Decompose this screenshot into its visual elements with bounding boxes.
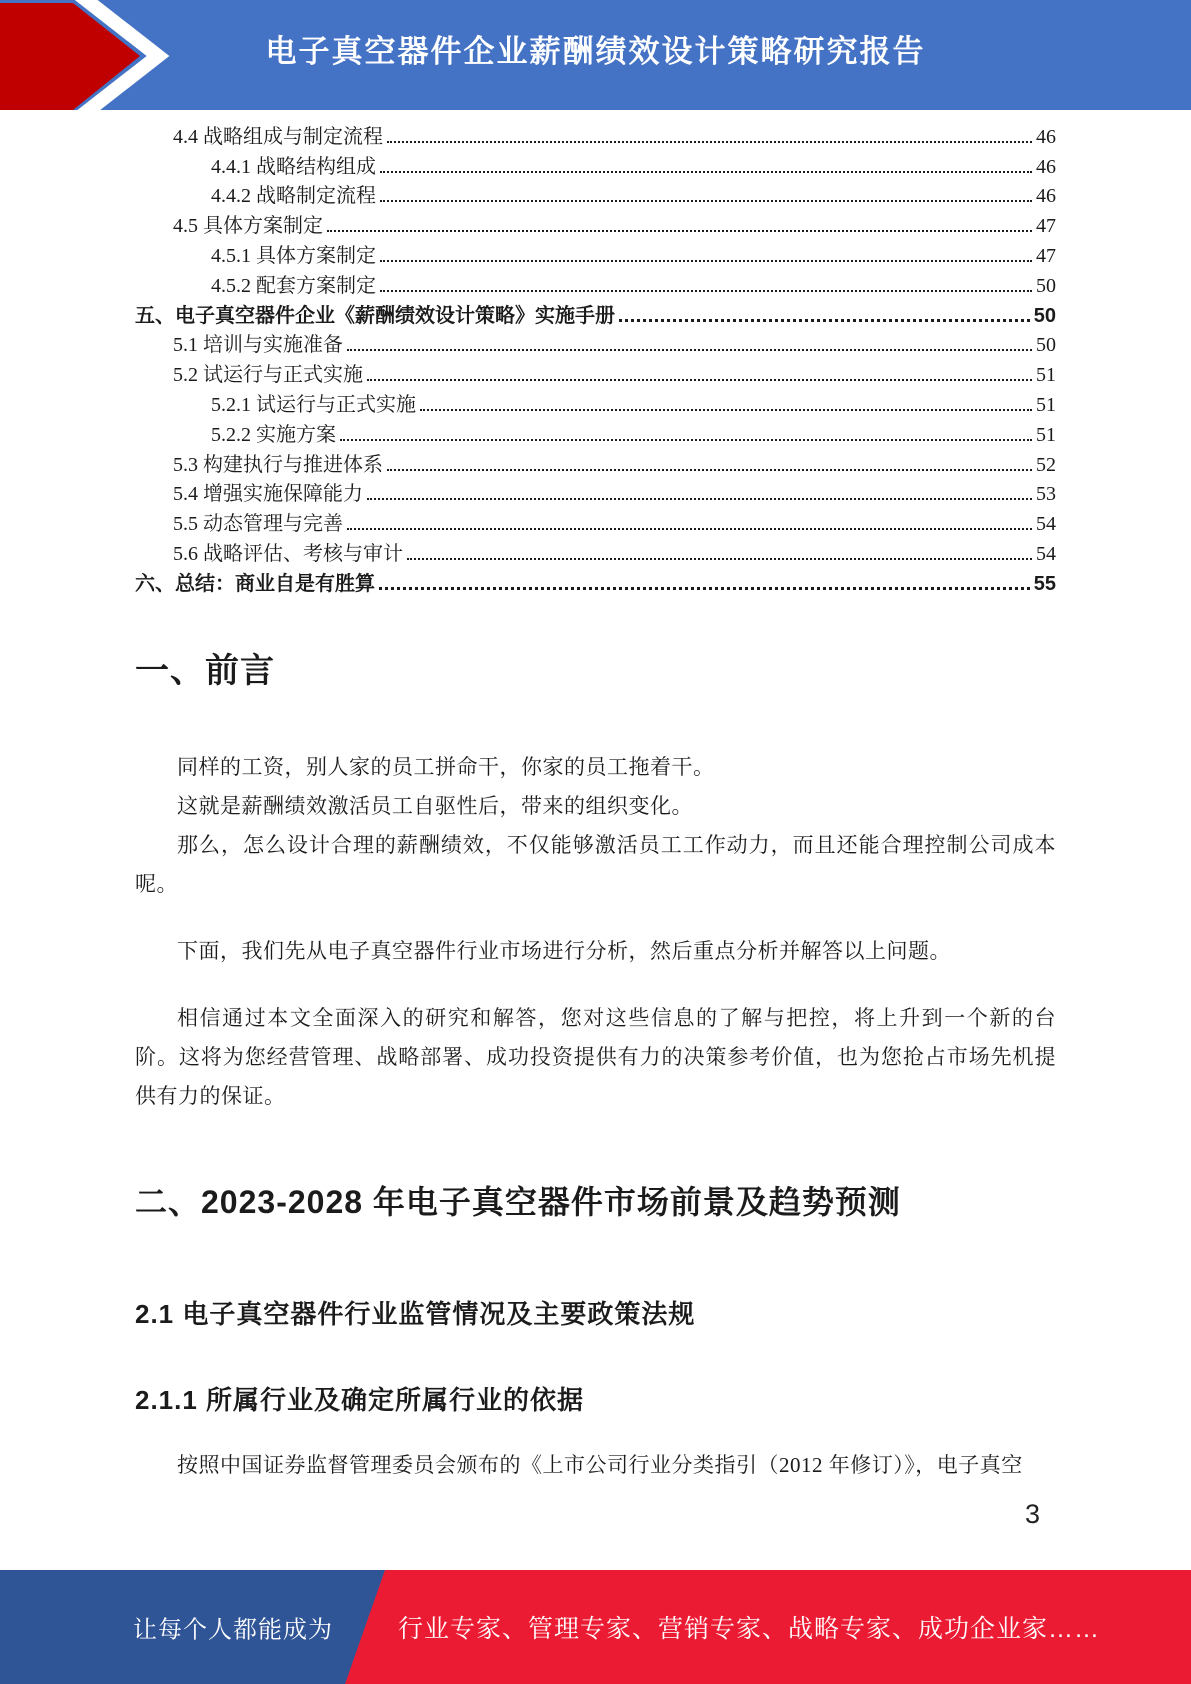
red-arrow-icon [0, 0, 175, 110]
dotted-leader [380, 200, 1032, 202]
dotted-leader [380, 260, 1032, 262]
dotted-leader [619, 319, 1030, 322]
footer [0, 1570, 1191, 1684]
toc-entry-label: 5.2.1 试运行与正式实施 [211, 393, 416, 416]
toc-entry-page-number: 47 [1036, 244, 1056, 267]
toc-entry-page-number: 51 [1036, 364, 1056, 387]
toc-entry-page-number: 55 [1033, 572, 1056, 595]
paragraph: 下面，我们先从电子真空器件行业市场进行分析，然后重点分析并解答以上问题。 [177, 938, 951, 963]
toc-entry[interactable] [135, 566, 1056, 596]
toc-entry-page-number: 50 [1036, 334, 1056, 357]
dotted-leader [380, 171, 1032, 173]
toc-entry-label: 5.3 构建执行与推进体系 [173, 453, 383, 476]
dotted-leader [367, 498, 1032, 500]
dotted-leader [327, 230, 1032, 232]
section-heading-industry-basis: 2.1.1 所属行业及确定所属行业的依据 [135, 1384, 585, 1415]
footer-slogan-left: 让每个人都能成为 [133, 1616, 333, 1644]
toc-entry-label: 4.4.1 战略结构组成 [211, 155, 376, 178]
toc-entry-page-number: 51 [1036, 393, 1056, 416]
section-heading-market-forecast: 二、2023-2028 年电子真空器件市场前景及趋势预测 [135, 1183, 901, 1220]
toc-entry[interactable] [135, 149, 1056, 179]
section-heading-preface: 一、前言 [135, 651, 275, 690]
toc-entry-page-number: 53 [1036, 483, 1056, 506]
toc-entry[interactable] [135, 447, 1056, 477]
toc-entry[interactable] [135, 506, 1056, 536]
toc [135, 119, 1056, 596]
toc-entry[interactable] [135, 387, 1056, 417]
dotted-leader [340, 439, 1032, 441]
paragraph: 那么，怎么设计合理的薪酬绩效，不仅能够激活员工工作动力，而且还能合理控制公司成本呢。 [135, 832, 1056, 896]
toc-entry[interactable] [135, 417, 1056, 447]
dotted-leader [387, 141, 1032, 143]
report-title: 电子真空器件企业薪酬绩效设计策略研究报告 [265, 33, 926, 69]
toc-entry[interactable] [135, 477, 1056, 507]
dotted-leader [367, 379, 1032, 381]
dotted-leader [347, 349, 1032, 351]
toc-entry[interactable] [135, 357, 1056, 387]
toc-entry-label: 5.6 战略评估、考核与审计 [173, 542, 403, 565]
toc-entry-label: 4.4.2 战略制定流程 [211, 185, 376, 208]
dotted-leader [420, 409, 1032, 411]
paragraph: 这就是薪酬绩效激活员工自驱性后，带来的组织变化。 [177, 793, 693, 818]
toc-entry-page-number: 50 [1036, 274, 1056, 297]
toc-entry[interactable] [135, 119, 1056, 149]
paragraph: 相信通过本文全面深入的研究和解答，您对这些信息的了解与把控，将上升到一个新的台阶。这将为您经营管理、战略部署、成功投资提供有力的决策参考价值，也为您抢占市场先机提供有力的保证。 [135, 1005, 1056, 1108]
toc-entry-page-number: 46 [1036, 125, 1056, 148]
dotted-leader [380, 290, 1032, 292]
toc-entry-label: 5.1 培训与实施准备 [173, 334, 343, 357]
toc-entry[interactable] [135, 179, 1056, 209]
toc-entry-label: 4.5.2 配套方案制定 [211, 274, 376, 297]
toc-entry-label: 5.5 动态管理与完善 [173, 513, 343, 536]
toc-entry-label: 5.4 增强实施保障能力 [173, 483, 363, 506]
toc-entry-label: 5.2 试运行与正式实施 [173, 364, 363, 387]
toc-entry-page-number: 46 [1036, 155, 1056, 178]
toc-entry-label: 4.4 战略组成与制定流程 [173, 125, 383, 148]
dotted-leader [379, 587, 1030, 590]
toc-entry-page-number: 46 [1036, 185, 1056, 208]
paragraph: 按照中国证券监督管理委员会颁布的《上市公司行业分类指引（2012 年修订）》，电子真空 [177, 1452, 1023, 1477]
toc-entry-page-number: 54 [1036, 542, 1056, 565]
toc-entry-page-number: 51 [1036, 423, 1056, 446]
toc-entry-page-number: 47 [1036, 215, 1056, 238]
paragraph: 同样的工资，别人家的员工拼命干，你家的员工拖着干。 [177, 754, 715, 779]
toc-entry-label: 五、电子真空器件企业《薪酬绩效设计策略》实施手册 [135, 304, 615, 327]
toc-entry[interactable] [135, 298, 1056, 328]
page-number: 3 [1024, 1498, 1040, 1529]
toc-entry-label: 5.2.2 实施方案 [211, 423, 336, 446]
toc-entry[interactable] [135, 328, 1056, 358]
dotted-leader [347, 528, 1032, 530]
preface-paragraphs [135, 748, 1056, 1116]
dotted-leader [407, 558, 1032, 560]
toc-entry-label: 六、总结：商业自是有胜算 [135, 572, 375, 595]
toc-entry[interactable] [135, 268, 1056, 298]
toc-entry-page-number: 54 [1036, 513, 1056, 536]
toc-entry-page-number: 50 [1033, 304, 1056, 327]
toc-entry[interactable] [135, 238, 1056, 268]
toc-entry-label: 4.5 具体方案制定 [173, 215, 323, 238]
toc-entry[interactable] [135, 208, 1056, 238]
toc-entry-page-number: 52 [1036, 453, 1056, 476]
content-column [135, 110, 1056, 1530]
section-heading-regulation: 2.1 电子真空器件行业监管情况及主要政策法规 [135, 1298, 696, 1329]
toc-entry[interactable] [135, 536, 1056, 566]
header [0, 0, 1191, 110]
footer-slogan-right: 行业专家、管理专家、营销专家、战略专家、成功企业家…… [398, 1615, 1101, 1643]
toc-entry-label: 4.5.1 具体方案制定 [211, 244, 376, 267]
dotted-leader [387, 469, 1032, 471]
